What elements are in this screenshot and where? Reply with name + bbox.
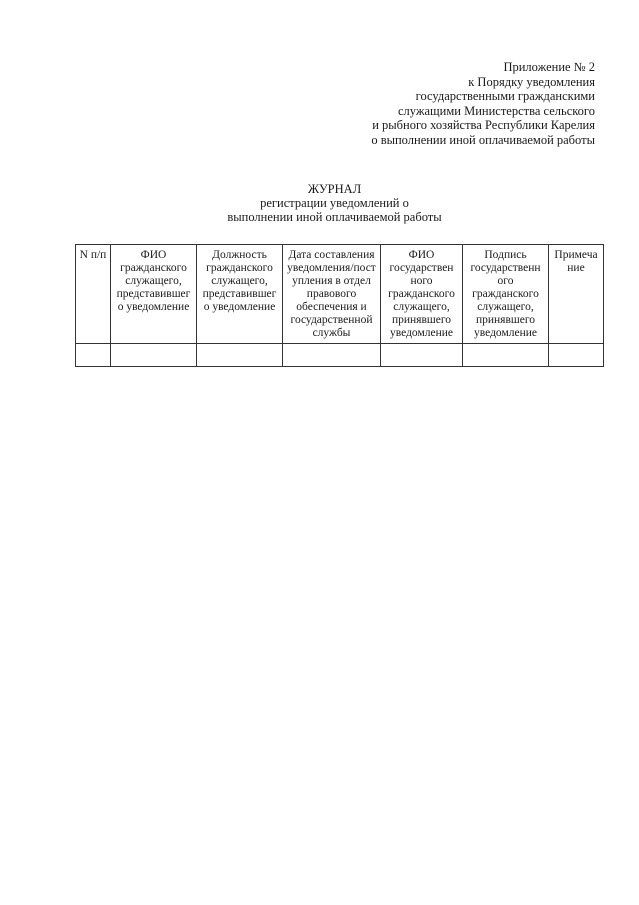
header-cell-receiver-fio: ФИО государствен ного гражданского служащего, принявшего уведомление bbox=[381, 245, 463, 344]
header-cell-note: Примеча ние bbox=[549, 245, 604, 344]
appendix-line: государственными гражданскими bbox=[415, 89, 595, 103]
table-cell bbox=[549, 344, 604, 367]
journal-table bbox=[75, 244, 604, 367]
header-cell-position: Должность гражданского служащего, представившег о уведомление bbox=[197, 245, 283, 344]
header-cell-fio: ФИО гражданского служащего, представившег о уведомление bbox=[111, 245, 197, 344]
subtitle-line: регистрации уведомлений о bbox=[260, 196, 409, 210]
table-cell bbox=[76, 344, 111, 367]
header-row bbox=[76, 245, 604, 344]
appendix-line: к Порядку уведомления bbox=[468, 74, 595, 89]
title-line: ЖУРНАЛ bbox=[307, 182, 362, 196]
table-cell bbox=[283, 344, 381, 367]
appendix-line: служащими Министерства сельского bbox=[398, 103, 595, 118]
header-cell-signature: Подпись государственн ого гражданского служащего, принявшего уведомление bbox=[463, 245, 549, 344]
appendix-block bbox=[275, 60, 595, 147]
appendix-line: о выполнении иной оплачиваемой работы bbox=[371, 132, 595, 147]
header-cell-number: N п/п bbox=[76, 245, 111, 344]
appendix-line: Приложение № 2 bbox=[503, 60, 595, 74]
document-title bbox=[0, 182, 639, 224]
subtitle-line: выполнении иной оплачиваемой работы bbox=[227, 210, 442, 224]
table-row bbox=[76, 344, 604, 367]
appendix-line: и рыбного хозяйства Республики Карелия bbox=[372, 118, 595, 132]
table-cell bbox=[463, 344, 549, 367]
table-cell bbox=[381, 344, 463, 367]
table-cell bbox=[197, 344, 283, 367]
table-cell bbox=[111, 344, 197, 367]
header-cell-date: Дата составления уведомления/пост упления в отдел правового обеспечения и государственной службы bbox=[283, 245, 381, 344]
